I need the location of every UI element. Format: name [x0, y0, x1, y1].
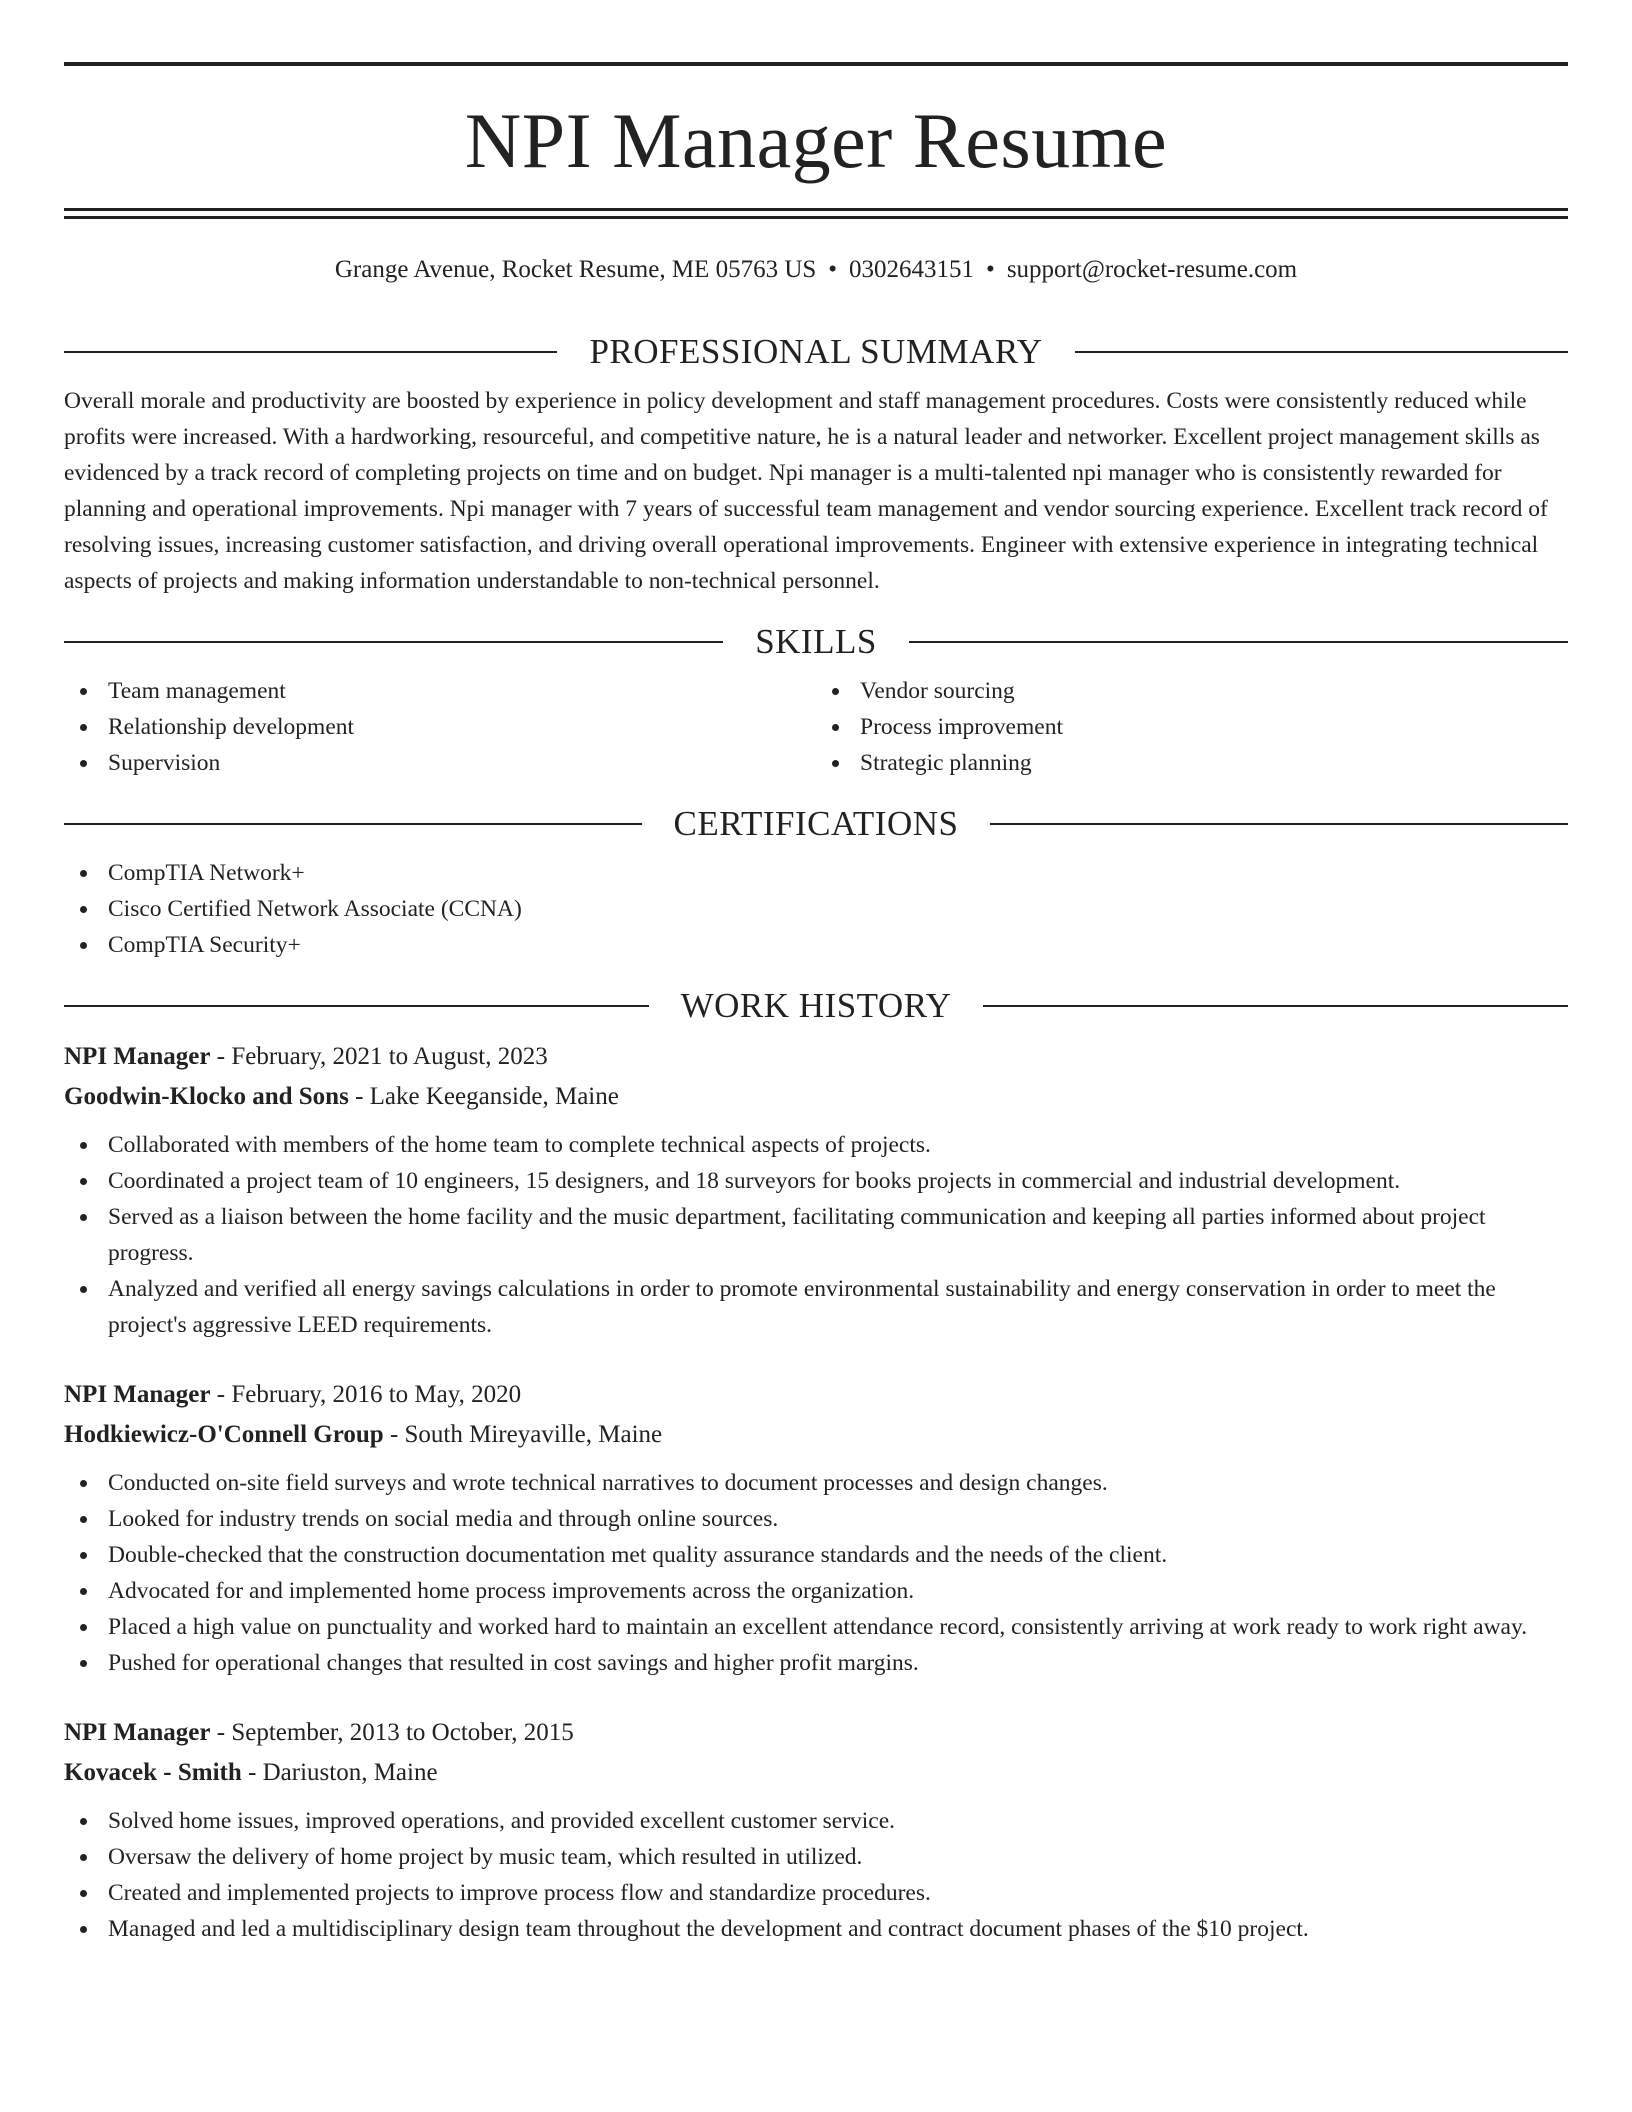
- contact-separator: •: [828, 256, 838, 283]
- skills-column-right: [816, 673, 1568, 781]
- job-dates: - February, 2016 to May, 2020: [210, 1381, 522, 1408]
- job-bullet: Conducted on-site field surveys and wrote technical narratives to document processes and design changes.: [64, 1465, 1568, 1501]
- job-bullet: Solved home issues, improved operations, and provided excellent customer service.: [64, 1803, 1568, 1839]
- job-bullet: Looked for industry trends on social media and through online sources.: [64, 1501, 1568, 1537]
- job-title: NPI Manager: [64, 1719, 211, 1746]
- job-bullets: [64, 1127, 1568, 1343]
- job-bullets: [64, 1465, 1568, 1681]
- job-company: Kovacek - Smith: [64, 1759, 242, 1786]
- section-title-certifications: CERTIFICATIONS: [673, 804, 959, 843]
- job-company: Goodwin-Klocko and Sons: [64, 1083, 349, 1110]
- job-entry: [64, 1375, 1568, 1681]
- job-location: - South Mireyaville, Maine: [383, 1421, 663, 1448]
- contact-line: [64, 255, 1568, 285]
- skill-item: Strategic planning: [816, 745, 1568, 781]
- job-entry: [64, 1713, 1568, 1947]
- job-bullet: Double-checked that the construction documentation met quality assurance standards and the needs of the client.: [64, 1537, 1568, 1573]
- job-title-line: [64, 1375, 1568, 1415]
- section-header-certifications: [64, 803, 1568, 845]
- job-company-line: [64, 1753, 1568, 1793]
- section-title-summary: PROFESSIONAL SUMMARY: [589, 332, 1043, 371]
- skill-item: Supervision: [64, 745, 816, 781]
- job-bullet: Collaborated with members of the home team to complete technical aspects of projects.: [64, 1127, 1568, 1163]
- section-rule-right: [1075, 351, 1568, 353]
- contact-email: support@rocket-resume.com: [1006, 256, 1298, 283]
- section-rule-left: [64, 641, 723, 643]
- section-title-work-history: WORK HISTORY: [680, 986, 952, 1025]
- contact-separator: •: [986, 256, 995, 283]
- section-rule-left: [64, 351, 557, 353]
- section-header-work-history: [64, 985, 1568, 1027]
- job-bullet: Oversaw the delivery of home project by music team, which resulted in utilized.: [64, 1839, 1568, 1875]
- job-location: - Lake Keeganside, Maine: [348, 1083, 619, 1110]
- skill-item: Vendor sourcing: [816, 673, 1568, 709]
- job-bullet: Placed a high value on punctuality and worked hard to maintain an excellent attendance record, consistently arriving at work ready to work right away.: [64, 1609, 1568, 1645]
- section-rule-right: [990, 823, 1568, 825]
- skill-item: Relationship development: [64, 709, 816, 745]
- job-dates: - September, 2013 to October, 2015: [210, 1719, 574, 1746]
- job-bullet: Advocated for and implemented home process improvements across the organization.: [64, 1573, 1568, 1609]
- section-header-skills: [64, 621, 1568, 663]
- job-bullet: Created and implemented projects to improve process flow and standardize procedures.: [64, 1875, 1568, 1911]
- certification-item: CompTIA Network+: [64, 855, 1568, 891]
- job-title-line: [64, 1037, 1568, 1077]
- job-entry: [64, 1037, 1568, 1343]
- contact-phone: 0302643151: [849, 256, 975, 283]
- skill-item: Process improvement: [816, 709, 1568, 745]
- job-bullet: Pushed for operational changes that resulted in cost savings and higher profit margins.: [64, 1645, 1568, 1681]
- page-title: NPI Manager Resume: [464, 97, 1168, 184]
- job-dates: - February, 2021 to August, 2023: [210, 1043, 548, 1070]
- job-bullet: Coordinated a project team of 10 engineers, 15 designers, and 18 surveyors for books projects in commercial and industrial development.: [64, 1163, 1568, 1199]
- job-location: - Dariuston, Maine: [241, 1759, 438, 1786]
- title-double-rule: [64, 208, 1568, 219]
- section-rule-left: [64, 823, 642, 825]
- contact-address: Grange Avenue, Rocket Resume, ME 05763 US: [334, 256, 817, 283]
- section-rule-left: [64, 1005, 649, 1007]
- section-rule-right: [909, 641, 1568, 643]
- job-title: NPI Manager: [64, 1043, 211, 1070]
- skill-item: Team management: [64, 673, 816, 709]
- job-bullet: Analyzed and verified all energy savings calculations in order to promote environmental sustainability and energy conservation in order to meet the project's aggressive LEED requirements.: [64, 1271, 1568, 1343]
- section-title-skills: SKILLS: [755, 622, 877, 661]
- job-bullets: [64, 1803, 1568, 1947]
- job-company: Hodkiewicz-O'Connell Group: [64, 1421, 384, 1448]
- certification-item: Cisco Certified Network Associate (CCNA): [64, 891, 1568, 927]
- section-rule-right: [983, 1005, 1568, 1007]
- skills-list: [64, 673, 1568, 781]
- section-header-summary: [64, 331, 1568, 373]
- job-company-line: [64, 1077, 1568, 1117]
- certifications-list: [64, 855, 1568, 963]
- job-bullet: Served as a liaison between the home facility and the music department, facilitating communication and keeping all parties informed about project progress.: [64, 1199, 1568, 1271]
- skills-column-left: [64, 673, 816, 781]
- certification-item: CompTIA Security+: [64, 927, 1568, 963]
- job-title-line: [64, 1713, 1568, 1753]
- top-rule: [64, 62, 1568, 66]
- job-title: NPI Manager: [64, 1381, 211, 1408]
- job-bullet: Managed and led a multidisciplinary design team throughout the development and contract document phases of the $10 project.: [64, 1911, 1568, 1947]
- summary-paragraph: Overall morale and productivity are boosted by experience in policy development and staff management procedures. Costs were consistently reduced while profits were increased. With a hardworking, resourceful, and competitive nature, he is a natural leader and networker. Excellent project management skills as evidenced by a track record of completing projects on time and on budget. Npi manager is a multi-talented npi manager who is consistently rewarded for planning and operational improvements. Npi manager with 7 years of successful team management and vendor sourcing experience. Excellent track record of resolving issues, increasing customer satisfaction, and driving overall operational improvements. Engineer with extensive experience in integrating technical aspects of projects and making information understandable to non-technical personnel.: [64, 388, 1548, 594]
- job-company-line: [64, 1415, 1568, 1455]
